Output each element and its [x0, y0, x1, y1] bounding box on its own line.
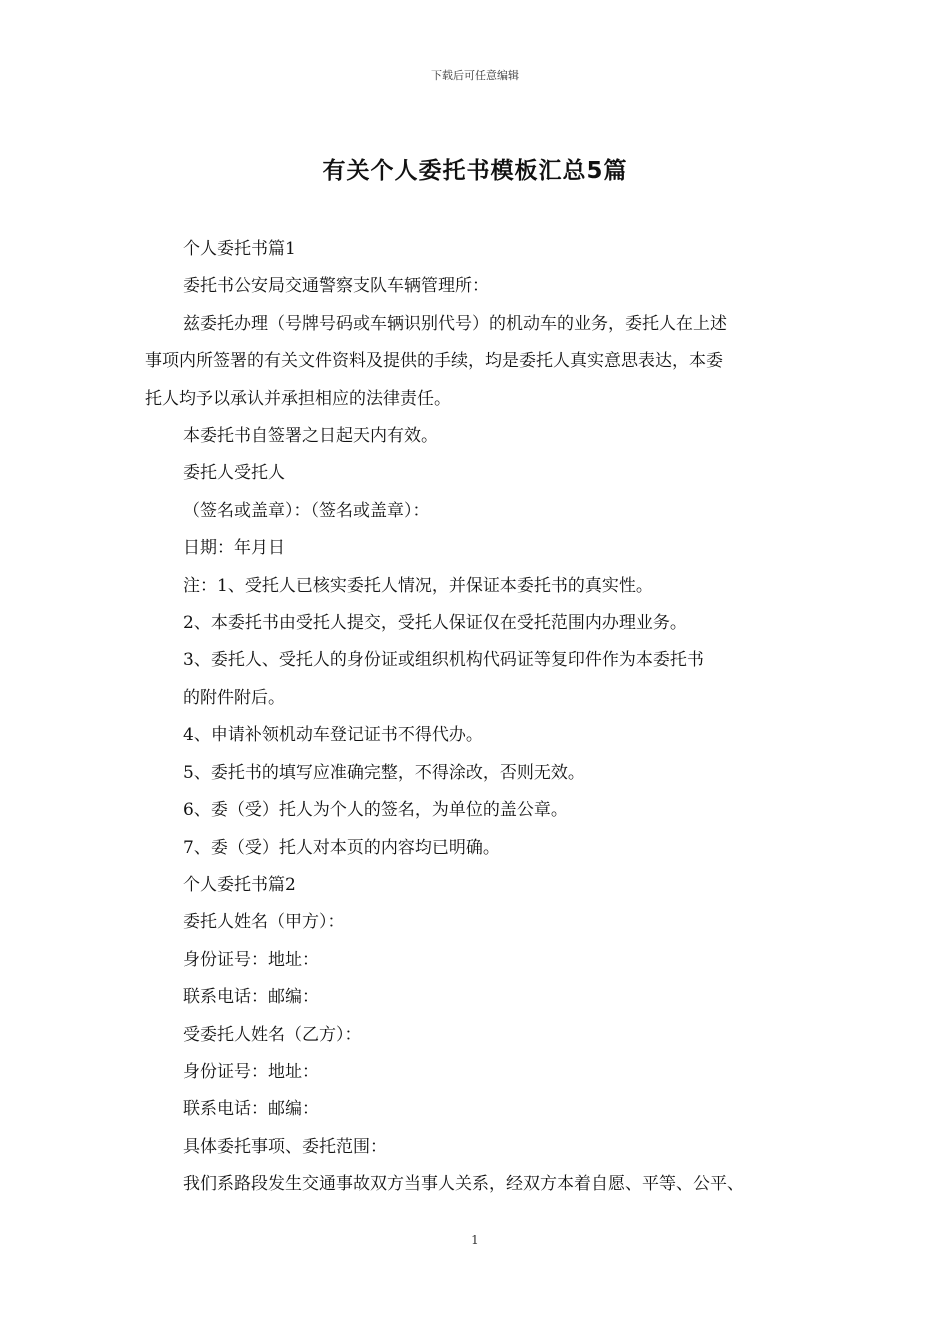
paragraph-line: 注：1、受托人已核实委托人情况，并保证本委托书的真实性。: [183, 575, 653, 596]
paragraph-line: 5、委托书的填写应准确完整，不得涂改，否则无效。: [183, 762, 585, 783]
paragraph-line: 委托人姓名（甲方）：: [183, 912, 345, 933]
paragraph-line: 兹委托办理（号牌号码或车辆识别代号）的机动车的业务，委托人在上述: [183, 313, 727, 334]
paragraph-line: （签名或盖章）：（签名或盖章）：: [183, 500, 430, 521]
paragraph-line: 委托人受托人: [183, 463, 285, 484]
paragraph-line: 联系电话：邮编：: [183, 987, 319, 1008]
paragraph-line: 托人均予以承认并承担相应的法律责任。: [145, 388, 451, 409]
paragraph-line: 身份证号：地址：: [183, 1061, 319, 1082]
paragraph-line: 委托书公安局交通警察支队车辆管理所：: [183, 276, 489, 297]
paragraph-line: 具体委托事项、委托范围：: [183, 1136, 387, 1157]
paragraph-line: 日期：年月日: [183, 538, 285, 559]
paragraph-line: 的附件附后。: [183, 687, 285, 708]
paragraph-line: 事项内所签署的有关文件资料及提供的手续，均是委托人真实意思表达，本委: [145, 351, 723, 372]
document-title: 有关个人委托书模板汇总5篇: [322, 158, 628, 184]
paragraph-line: 6、委（受）托人为个人的签名，为单位的盖公章。: [183, 800, 568, 821]
paragraph-line: 身份证号：地址：: [183, 949, 319, 970]
paragraph-line: 联系电话：邮编：: [183, 1099, 319, 1120]
paragraph-line: 个人委托书篇1: [183, 239, 296, 259]
paragraph-line: 受委托人姓名（乙方）：: [183, 1024, 362, 1045]
header-note: 下载后可任意编辑: [431, 69, 519, 82]
paragraph-line: 2、本委托书由受托人提交，受托人保证仅在受托范围内办理业务。: [183, 613, 687, 634]
paragraph-line: 本委托书自签署之日起天内有效。: [183, 426, 438, 447]
document-body: [145, 231, 815, 1204]
paragraph-line: 7、委（受）托人对本页的内容均已明确。: [183, 837, 500, 858]
paragraph-line: 我们系路段发生交通事故双方当事人关系，经双方本着自愿、平等、公平、: [183, 1174, 744, 1195]
paragraph-line: 4、申请补领机动车登记证书不得代办。: [183, 725, 483, 746]
paragraph-line: 3、委托人、受托人的身份证或组织机构代码证等复印件作为本委托书: [183, 650, 704, 671]
page-number: 1: [471, 1233, 479, 1247]
paragraph-line: 个人委托书篇2: [183, 874, 296, 895]
